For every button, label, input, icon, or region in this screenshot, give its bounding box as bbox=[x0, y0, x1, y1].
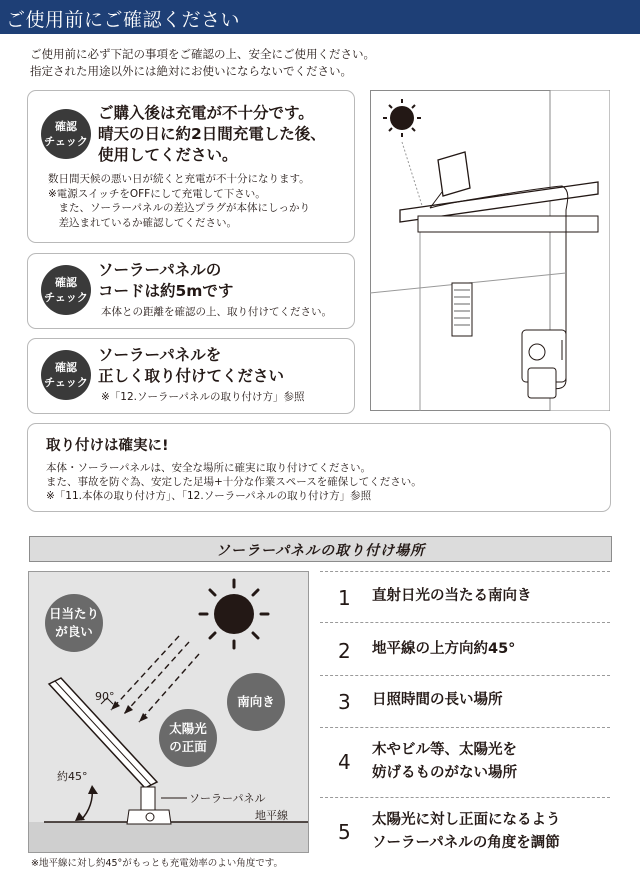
check-box-charging bbox=[27, 90, 355, 243]
check-headline bbox=[98, 345, 284, 387]
sunny-label: 日当たり bbox=[48, 606, 99, 621]
sunny-label: が良い bbox=[55, 624, 93, 639]
item-text bbox=[372, 739, 517, 785]
caution-line: また、事故を防ぐ為、安定した足場+十分な作業スペースを確保してください。 bbox=[46, 476, 422, 488]
section-title: ソーラーパネルの取り付け場所 bbox=[215, 543, 426, 559]
note-line: また、ソーラーパネルの差込プラグが本体にしっかり bbox=[48, 202, 310, 214]
check-notes bbox=[101, 390, 304, 405]
item-line: 太陽光に対し正面になるよう bbox=[372, 812, 561, 828]
header-bar bbox=[0, 0, 640, 34]
item-number: 1 bbox=[338, 586, 351, 610]
item-line: 地平線の上方向約45° bbox=[372, 641, 516, 657]
list-item bbox=[320, 727, 610, 797]
sunny-badge bbox=[45, 594, 103, 652]
check-notes bbox=[48, 172, 310, 230]
south-label: 南向き bbox=[237, 694, 275, 709]
front-label: 太陽光 bbox=[169, 721, 207, 736]
front-label: の正面 bbox=[169, 739, 207, 754]
headline-line: ソーラーパネルを bbox=[98, 346, 222, 364]
caution-text bbox=[46, 461, 422, 503]
note-line: ※「12.ソーラーパネルの取り付け方」参照 bbox=[101, 391, 305, 403]
badge-line: チェック bbox=[44, 135, 88, 148]
check-headline bbox=[98, 103, 326, 166]
sun-icon bbox=[200, 580, 268, 648]
headline-line: 正しく取り付けてください bbox=[98, 367, 285, 385]
item-text bbox=[372, 809, 561, 855]
check-badge bbox=[41, 265, 91, 315]
list-item bbox=[320, 571, 610, 622]
placement-diagram bbox=[28, 571, 309, 853]
note-line: 差込まれているか確認してください。 bbox=[48, 216, 237, 229]
item-number: 3 bbox=[338, 690, 351, 714]
check-box-cord bbox=[27, 253, 355, 329]
horizon-label: 地平線 bbox=[255, 809, 288, 822]
item-number: 5 bbox=[338, 820, 351, 844]
front-badge bbox=[159, 709, 217, 767]
note-line: 本体との距離を確認の上、取り付けてください。 bbox=[101, 306, 332, 318]
item-line: ソーラーパネルの角度を調節 bbox=[372, 835, 560, 851]
item-text bbox=[372, 689, 503, 712]
headline-line: コードは約5mです bbox=[98, 282, 234, 300]
check-notes bbox=[101, 305, 332, 320]
badge-line: チェック bbox=[44, 376, 88, 389]
item-line: 妨げるものがない場所 bbox=[372, 765, 517, 781]
house-illustration bbox=[370, 90, 610, 411]
badge-line: 確認 bbox=[55, 361, 77, 374]
vent-icon bbox=[452, 283, 472, 336]
check-headline bbox=[98, 260, 233, 302]
item-text bbox=[372, 585, 532, 608]
caution-line: 本体・ソーラーパネルは、安全な場所に確実に取り付けてください。 bbox=[46, 462, 371, 474]
intro-text bbox=[30, 46, 375, 80]
headline-line: ソーラーパネルの bbox=[98, 261, 222, 279]
intro-line: ご使用前に必ず下記の事項をご確認の上、安全にご使用ください。 bbox=[30, 47, 375, 61]
page-title: ご使用前にご確認ください bbox=[6, 9, 241, 31]
item-number: 2 bbox=[338, 639, 351, 663]
item-text bbox=[372, 638, 515, 661]
headline-line: 晴天の日に約2日間充電した後、 bbox=[98, 125, 326, 143]
caution-box bbox=[27, 423, 611, 512]
south-badge bbox=[227, 673, 285, 731]
headline-line: 使用してください。 bbox=[98, 146, 238, 164]
list-item bbox=[320, 622, 610, 675]
list-item bbox=[320, 797, 610, 866]
angle-90-label: 90° bbox=[95, 690, 115, 703]
list-item bbox=[320, 675, 610, 727]
footnote: ※地平線に対し約45°がもっとも充電効率のよい角度です。 bbox=[31, 858, 284, 869]
check-box-mounting bbox=[27, 338, 355, 414]
caution-title: 取り付けは確実に! bbox=[46, 438, 169, 454]
badge-line: チェック bbox=[44, 291, 88, 304]
item-number: 4 bbox=[338, 750, 351, 774]
item-line: 直射日光の当たる南向き bbox=[372, 588, 532, 604]
headline-line: ご購入後は充電が不十分です。 bbox=[98, 104, 314, 122]
badge-line: 確認 bbox=[55, 120, 77, 133]
note-line: 数日間天候の悪い日が続くと充電が不十分になります。 bbox=[48, 173, 310, 185]
angle-45-label: 約45° bbox=[57, 770, 88, 783]
badge-line: 確認 bbox=[55, 276, 77, 289]
caution-line: ※「11.本体の取り付け方」、「12.ソーラーパネルの取り付け方」参照 bbox=[46, 490, 372, 502]
intro-line: 指定された用途以外には絶対にお使いにならないでください。 bbox=[30, 64, 352, 78]
item-line: 日照時間の長い場所 bbox=[372, 692, 503, 708]
panel-label: ソーラーパネル bbox=[189, 792, 266, 805]
section-header bbox=[29, 536, 612, 562]
check-badge bbox=[41, 350, 91, 400]
note-line: ※電源スイッチをOFFにして充電して下さい。 bbox=[48, 187, 266, 200]
item-line: 木やビル等、太陽光を bbox=[372, 742, 517, 758]
check-badge bbox=[41, 109, 91, 159]
